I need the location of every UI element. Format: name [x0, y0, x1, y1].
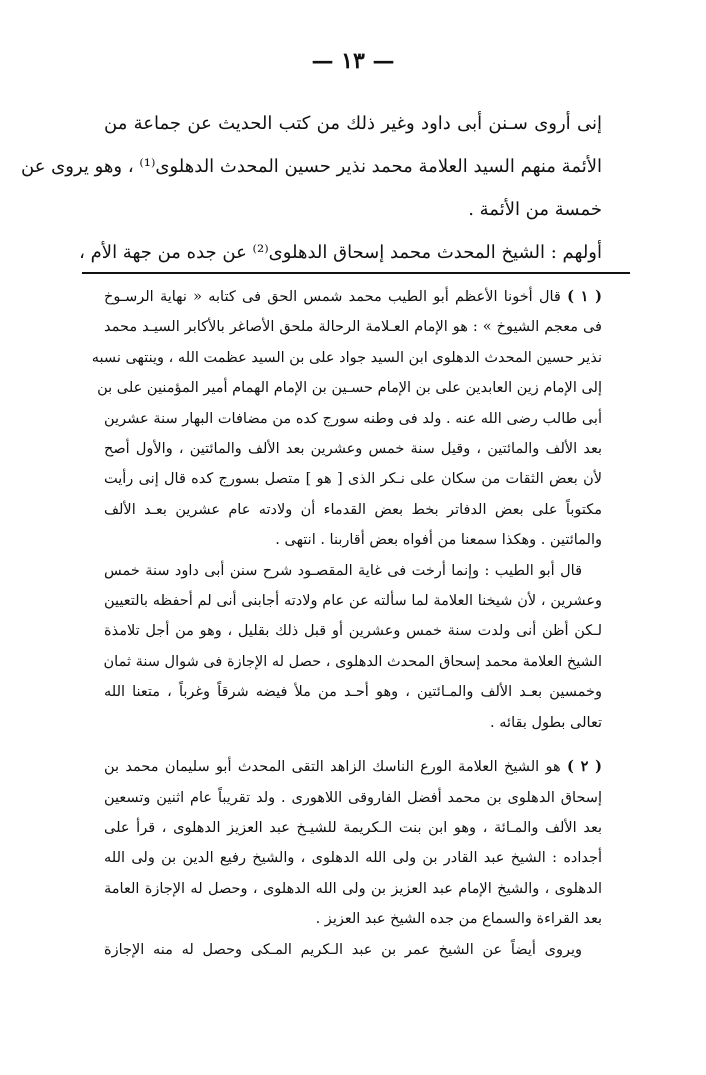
footnote-line: تعالى بطول بقائه . — [490, 714, 602, 731]
footnote-line: وخمسين بعـد الألف والمـائتين ، وهو أحـد من ملأ فيضه شرقاً وغرباً ، متعنا الله — [104, 684, 602, 701]
footnote-line: الشيخ العلامة محمد إسحاق المحدث الدهلوى ، حصل له الإجازة فى شوال سنة ثمان — [103, 653, 602, 670]
footnote-text: قال أخونا الأعظم أبو الطيب محمد شمس الحق فى كتابه « نهاية الرسـوخ — [104, 289, 561, 305]
footnote-line: بعد الألف والمـائة ، وهو ابن بنت الـكريمة للشيـخ عبد العزيز الدهلوى ، قرأ على — [104, 819, 602, 836]
footnote-line: بعد القراءة والسماع من جده الشيخ عبد العزيز . — [315, 911, 602, 928]
footnote-line — [104, 752, 602, 782]
footnote-line: والمائتين . وهكذا سمعنا من أفواه بعض أقاربنا . انتهى . — [275, 532, 602, 549]
footnote-text: هو الشيخ العلامة الورع الناسك الزاهد التقى المحدث أبو سليمان محمد بن — [104, 759, 561, 776]
footnote-2 — [104, 752, 602, 965]
footnote-line: قال أبو الطيب : وإنما أرخت فى غاية المقصـود شرح سنن أبى داود سنة خمس — [104, 562, 582, 579]
page-number: — ١٣ — — [311, 48, 395, 74]
footnote-line: لـكن أظن أنى ولدت سنة خمس وعشرين أو قبل ذلك بقليل ، وهو من أجل تلامذة — [104, 623, 602, 640]
footnote-line: إلى الإمام زين العابدين على بن الإمام حسـين بن الإمام الهمام أمير المؤمنين على بن — [97, 380, 602, 397]
footnote-line: بعد الألف والمائتين ، وقيل سنة خمس وعشرين بعد الألف والمائتين ، والأول أصح — [104, 441, 602, 458]
footnote-line: مكتوباً على بعض الدفاتر بخط بعض القدماء أن ولادته عام عشرين بعـد الألف — [104, 501, 602, 518]
footnote-marker: ( ١ ) — [567, 288, 602, 305]
body-line: أولهم : الشيخ المحدث محمد إسحاق الدهلوى⁽²⁾ عن جده من جهة الأم ، — [79, 242, 602, 263]
body-line: الأئمة منهم السيد العلامة محمد نذير حسين المحدث الدهلوى⁽¹⁾ ، وهو يروى عن — [21, 156, 602, 177]
footnote-line: نذير حسين المحدث الدهلوى ابن السيد جواد على بن السيد عظمت الله ، وينتهى نسبه — [91, 349, 602, 366]
footnote-1 — [91, 282, 602, 738]
footnote-separator — [82, 272, 630, 274]
footnote-line — [104, 282, 602, 312]
footnote-line: الدهلوى ، والشيخ الإمام عبد العزيز بن ولى الله الدهلوى ، وحصل له الإجازة العامة — [104, 880, 602, 897]
footnote-line: ويروى أيضاً عن الشيخ عمر بن عبد الـكريم المـكى وحصل له منه الإجازة — [104, 941, 582, 958]
footnote-line: وعشرين ، لأن شيخنا العلامة لما سألته عن عام ولادته أجابنى أنى لم أحفظه بالتعيين — [104, 593, 602, 610]
footnote-line: فى معجم الشيوخ » : هو الإمام العـلامة الرحالة ملحق الأصاغر بالأكابر السيـد محمد — [104, 319, 602, 336]
body-line: خمسة من الأئمة . — [468, 199, 602, 220]
footnote-line: إسحاق الدهلوى بن محمد أفضل الفاروقى اللاهورى . ولد تقريباً عام اثنين وتسعين — [104, 789, 602, 806]
footnotes-section — [91, 282, 602, 965]
footnote-line: أجداده : الشيخ عبد القادر بن ولى الله الدهلوى ، والشيخ رفيع الدين بن ولى الله — [104, 850, 602, 867]
footnote-line: لأن بعض الثقات من سكان على نـكر الذى [ هو ] متصل بسورج كده قال إنى رأيت — [104, 471, 602, 488]
footnote-marker: ( ٢ ) — [566, 758, 602, 776]
main-body-text — [21, 102, 602, 274]
footnote-line: أبى طالب رضى الله عنه . ولد فى وطنه سورج كده من مضافات البهار سنة عشرين — [104, 410, 602, 427]
body-line: إنى أروى سـنن أبى داود وغير ذلك من كتب الحديث عن جماعة من — [104, 113, 602, 134]
